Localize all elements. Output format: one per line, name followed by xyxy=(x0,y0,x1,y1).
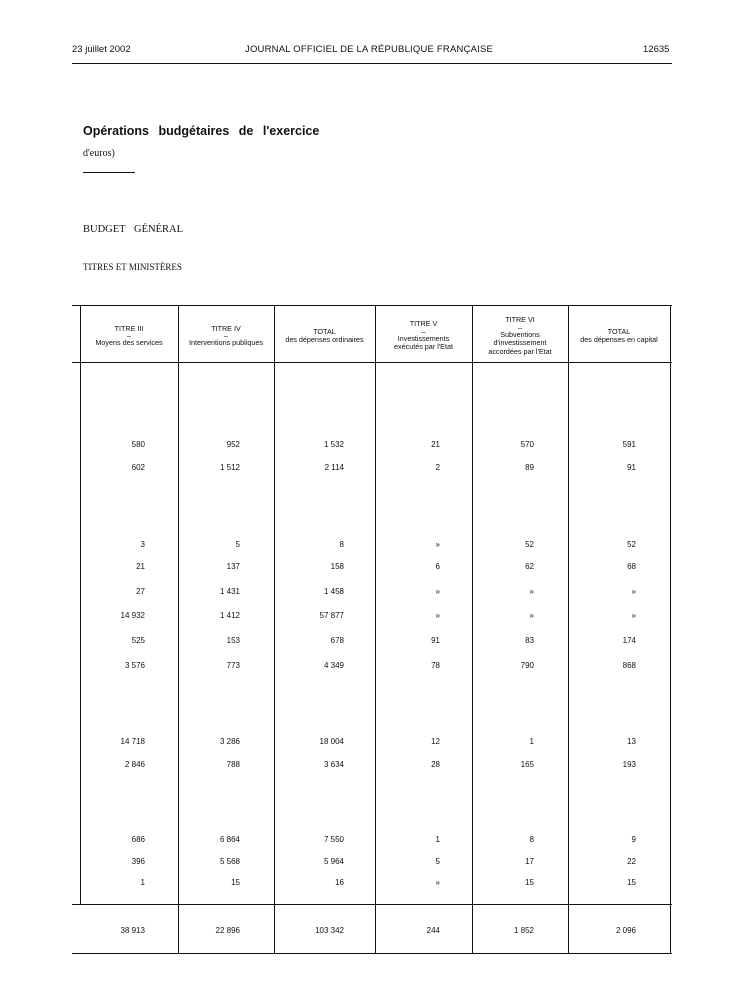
table-cell: 868 xyxy=(622,661,636,670)
total-top-rule xyxy=(72,904,672,905)
section-title: BUDGET GÉNÉRAL xyxy=(83,224,184,235)
table-cell: 15 xyxy=(525,878,534,887)
table-cell: 1 512 xyxy=(219,463,240,472)
table-cell: 193 xyxy=(622,760,636,769)
table-cell: 91 xyxy=(627,463,636,472)
column-header-subtitle: Subventions d'investissement accordées par l'Etat xyxy=(488,329,552,356)
table-cell: 678 xyxy=(330,636,344,645)
table-cell: 13 xyxy=(627,737,636,746)
table-cell: 1 532 xyxy=(323,440,344,449)
table-cell: 5 964 xyxy=(323,857,344,866)
total-cell: 22 896 xyxy=(215,926,240,935)
header-bottom-rule xyxy=(72,362,672,363)
table-cell: 21 xyxy=(136,562,145,571)
table-cell: 396 xyxy=(131,857,145,866)
table-cell: 7 550 xyxy=(323,835,344,844)
table-cell: 158 xyxy=(330,562,344,571)
column-rule xyxy=(568,305,569,953)
table-cell: 5 xyxy=(435,857,440,866)
table-cell: 22 xyxy=(627,857,636,866)
table-cell: 525 xyxy=(131,636,145,645)
column-header-title: TITRE V xyxy=(409,319,438,329)
table-cell: 5 xyxy=(235,540,240,549)
table-cell: 15 xyxy=(627,878,636,887)
table-cell: 3 286 xyxy=(219,737,240,746)
column-header-title: TITRE III xyxy=(114,323,144,333)
table-cell: 15 xyxy=(231,878,240,887)
table-cell: 602 xyxy=(131,463,145,472)
table-cell: 2 846 xyxy=(124,760,145,769)
column-header-title: TOTAL xyxy=(607,326,631,336)
total-cell: 38 913 xyxy=(120,926,145,935)
table-cell: 28 xyxy=(431,760,440,769)
subsection-title: TITRES ET MINISTÈRES xyxy=(83,262,182,272)
total-cell: 1 852 xyxy=(513,926,534,935)
column-rule xyxy=(375,305,376,953)
table-cell: 18 004 xyxy=(319,737,344,746)
column-header-total-capital xyxy=(568,313,670,359)
column-header-dash: – xyxy=(518,322,522,332)
table-cell: 686 xyxy=(131,835,145,844)
table-cell: 14 718 xyxy=(120,737,145,746)
header-rule xyxy=(72,63,672,64)
table-cell: 1 458 xyxy=(323,587,344,596)
table-cell: 5 568 xyxy=(219,857,240,866)
table-cell: 27 xyxy=(136,587,145,596)
table-cell: 14 932 xyxy=(120,611,145,620)
table-cell: 8 xyxy=(529,835,534,844)
table-cell: 4 349 xyxy=(323,661,344,670)
table-cell: 2 114 xyxy=(324,463,344,472)
table-cell: 6 864 xyxy=(219,835,240,844)
column-header-total-ordinaires xyxy=(274,313,375,359)
title-underline xyxy=(83,172,135,173)
column-header-title: TITRE IV xyxy=(211,323,241,333)
header-date: 23 juillet 2002 xyxy=(72,44,131,55)
table-cell: 68 xyxy=(627,562,636,571)
table-cell: » xyxy=(435,878,440,887)
table-cell: 137 xyxy=(226,562,240,571)
table-cell: 6 xyxy=(435,562,440,571)
column-header-dash: – xyxy=(224,331,228,340)
column-header-title: TITRE VI xyxy=(505,315,535,324)
table-cell: 788 xyxy=(226,760,240,769)
column-rule xyxy=(274,305,275,953)
column-header-subtitle: Moyens des services xyxy=(95,338,163,347)
table-cell: 17 xyxy=(525,857,534,866)
table-cell: 91 xyxy=(431,636,440,645)
table-cell: 12 xyxy=(431,737,440,746)
total-cell: 2 096 xyxy=(615,926,636,935)
table-cell: 89 xyxy=(525,463,534,472)
table-cell: 165 xyxy=(520,760,534,769)
total-cell: 103 342 xyxy=(315,926,344,935)
table-cell: » xyxy=(529,611,534,620)
table-cell: 78 xyxy=(431,661,440,670)
table-cell: 52 xyxy=(627,540,636,549)
table-cell: » xyxy=(435,540,440,549)
budget-table xyxy=(72,305,672,955)
header-journal-title: JOURNAL OFFICIEL DE LA RÉPUBLIQUE FRANÇAISE xyxy=(245,44,494,55)
document-title: Opérations budgétaires de l'exercice xyxy=(83,124,320,138)
table-cell: » xyxy=(631,611,636,620)
table-cell: 1 xyxy=(529,737,534,746)
table-cell: 174 xyxy=(622,636,636,645)
column-rule xyxy=(80,305,81,904)
column-header-dash: – xyxy=(127,331,131,340)
table-cell: 2 xyxy=(435,463,440,472)
table-cell: 62 xyxy=(525,562,534,571)
table-cell: 1 xyxy=(435,835,440,844)
table-cell: 591 xyxy=(622,440,636,449)
table-cell: 3 576 xyxy=(124,661,145,670)
table-cell: 21 xyxy=(431,440,440,449)
table-top-rule xyxy=(72,305,672,306)
table-cell: 8 xyxy=(339,540,344,549)
table-cell: 790 xyxy=(520,661,534,670)
table-bottom-rule xyxy=(72,953,672,954)
table-cell: 773 xyxy=(226,661,240,670)
table-cell: 16 xyxy=(335,878,344,887)
column-header-titre-v xyxy=(375,313,472,359)
column-rule xyxy=(472,305,473,953)
table-cell: 1 412 xyxy=(219,611,240,620)
column-rule xyxy=(670,305,671,953)
table-cell: 57 877 xyxy=(319,611,344,620)
table-cell: 83 xyxy=(525,636,534,645)
column-header-subtitle: Interventions publiques xyxy=(189,338,263,347)
column-header-subtitle: des dépenses ordinaires xyxy=(285,335,364,344)
table-cell: » xyxy=(435,587,440,596)
table-cell: 153 xyxy=(226,636,240,645)
table-cell: » xyxy=(631,587,636,596)
table-cell: 1 xyxy=(140,878,145,887)
column-header-titre-iv xyxy=(178,313,274,359)
column-header-subtitle: Investissements exécutés par l'Etat xyxy=(394,333,453,352)
table-cell: 9 xyxy=(631,835,636,844)
table-cell: 1 431 xyxy=(219,587,240,596)
table-cell: 952 xyxy=(226,440,240,449)
total-cell: 244 xyxy=(426,926,440,935)
column-header-titre-iii xyxy=(80,313,178,359)
column-rule xyxy=(178,305,179,953)
header-page-number: 12635 xyxy=(643,44,670,55)
column-header-title: TOTAL xyxy=(313,326,336,336)
table-cell: 570 xyxy=(520,440,534,449)
table-cell: » xyxy=(529,587,534,596)
table-cell: 580 xyxy=(131,440,145,449)
table-cell: 52 xyxy=(525,540,534,549)
table-cell: 3 634 xyxy=(323,760,344,769)
table-cell: 3 xyxy=(140,540,145,549)
table-cell: » xyxy=(435,611,440,620)
unit-note: d'euros) xyxy=(83,148,115,159)
column-header-dash: – xyxy=(421,326,426,336)
column-header-subtitle: des dépenses en capital xyxy=(580,335,658,344)
column-header-titre-vi xyxy=(472,313,568,359)
